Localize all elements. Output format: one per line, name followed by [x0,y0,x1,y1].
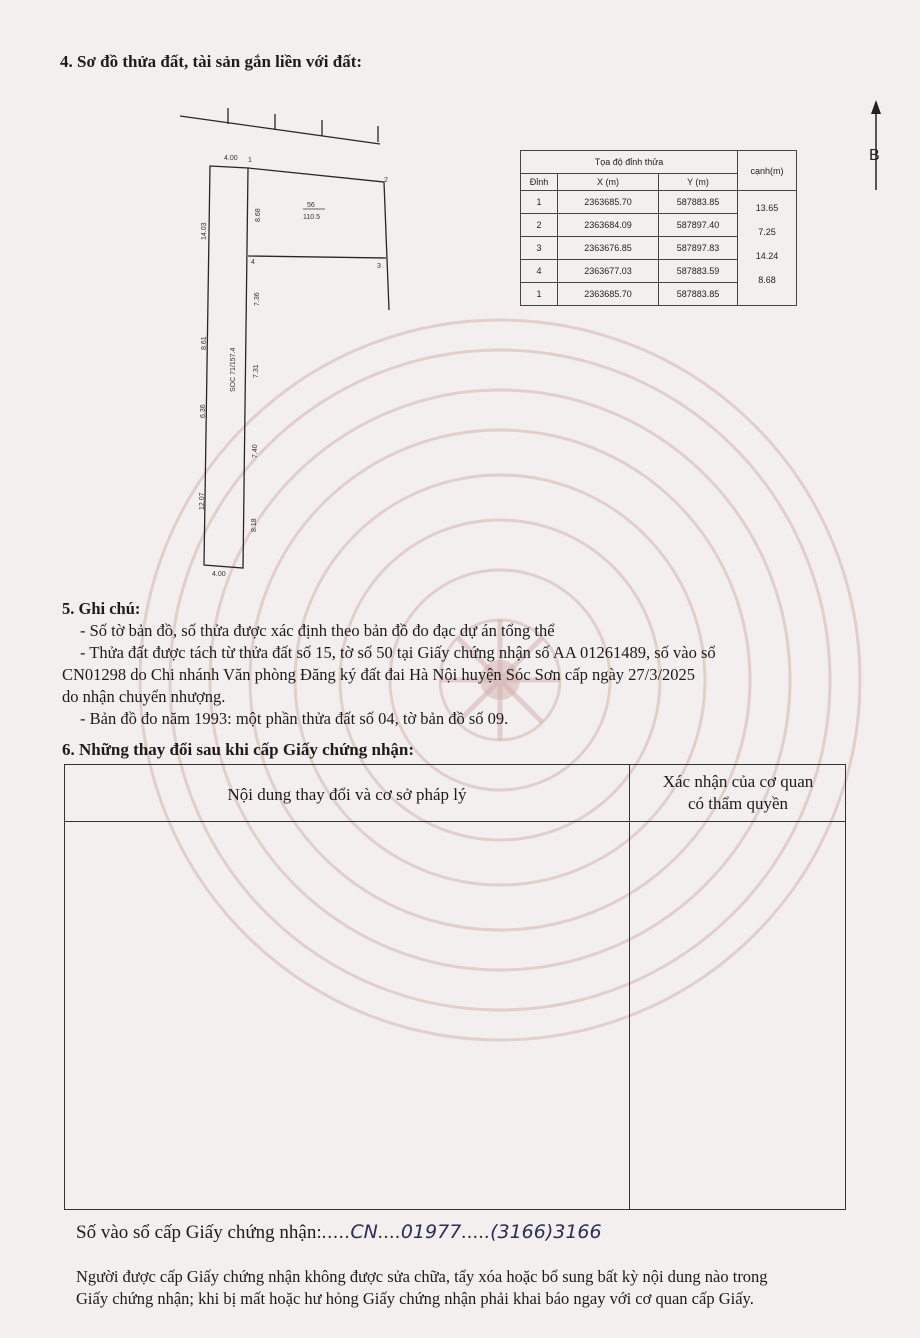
col2-line: có thẩm quyền [687,794,789,813]
dots: ..... [461,1222,491,1243]
registration-label: Số vào sổ cấp Giấy chứng nhận: [76,1222,322,1243]
row-dinh: 3 [521,237,558,260]
section-6-heading: 6. Những thay đổi sau khi cấp Giấy chứng nhận: [62,740,415,759]
dots: ..... [321,1222,351,1243]
edge-length: 8.68 [758,275,776,285]
lot-area-label: 110.5 [303,214,320,221]
coord-table-title: Tọa độ đỉnh thửa [521,151,738,174]
vertex-4-label: 4 [251,259,255,266]
edge-lengths-cell [738,191,797,306]
row-x: 2363685.70 [558,191,659,214]
left-dim-4: 12.07 [199,492,206,510]
left-dim-3: 6.36 [200,404,207,418]
edge-length: 13.65 [755,203,779,213]
north-label: B [869,147,880,164]
footer-warning [76,1266,876,1310]
footer-line: Người được cấp Giấy chứng nhận không được sửa chữa, tẩy xóa hoặc bổ sung bất kỳ nội dung nào trong [76,1267,768,1286]
handwritten-prefix: CN [350,1221,378,1243]
inner-dim-3: 7.31 [253,364,260,378]
inner-dim-1: 8.68 [255,208,262,222]
row-dinh: 4 [521,260,558,283]
row-y: 587897.40 [659,214,738,237]
inner-dim-2: 7.36 [254,292,261,306]
top-width-label: 4.00 [224,155,238,162]
row-y: 587883.85 [659,191,738,214]
coord-col-x: X (m) [558,174,659,191]
inner-dim-4: 7.40 [252,444,259,458]
row-y: 587897.83 [659,237,738,260]
road-label: SOC 71/157.4 [230,347,237,392]
vertex-1-label: 1 [248,157,252,164]
bottom-width-label: 4.00 [212,571,226,578]
left-dim-2: 8.61 [201,336,208,350]
coord-col-canh: cạnh(m) [738,151,797,191]
row-x: 2363684.09 [558,214,659,237]
edge-length: 7.25 [758,227,776,237]
note-line: do nhận chuyển nhượng. [62,687,226,706]
coord-col-dinh: Đỉnh [521,174,558,191]
plot-diagram [160,100,410,590]
registration-number [76,1221,602,1244]
note-line: - Thửa đất được tách từ thửa đất số 15, tờ số 50 tại Giấy chứng nhận số AA 01261489, số vào sổ [80,643,716,662]
vertex-3-label: 3 [377,263,381,270]
row-y: 587883.85 [659,283,738,306]
row-x: 2363677.03 [558,260,659,283]
notes-section [62,598,862,730]
handwritten-suffix: (3166)3166 [490,1221,602,1243]
changes-col-content: Nội dung thay đổi và cơ sở pháp lý [227,785,467,804]
row-x: 2363676.85 [558,237,659,260]
section-5-heading: 5. Ghi chú: [62,599,141,618]
left-dim-1: 14.03 [201,222,208,240]
note-line: - Bản đồ đo năm 1993: một phần thửa đất số 04, tờ bản đồ số 09. [80,709,509,728]
handwritten-number: 01977 [400,1221,462,1243]
section-4-heading: 4. Sơ đồ thửa đất, tài sản gắn liền với đất: [60,52,363,71]
footer-line: Giấy chứng nhận; khi bị mất hoặc hư hỏng Giấy chứng nhận phải khai báo ngay với cơ quan cấp Giấy. [76,1289,754,1308]
dots: .... [377,1222,401,1243]
row-x: 2363685.70 [558,283,659,306]
row-dinh: 1 [521,283,558,306]
row-dinh: 2 [521,214,558,237]
vertex-2-label: 2 [384,177,388,184]
coordinate-table [520,150,797,306]
note-line: - Số tờ bản đồ, số thửa được xác định theo bản đồ đo đạc dự án tổng thể [80,621,555,640]
inner-dim-5: 8.18 [251,518,258,532]
lot-number-label: 56 [307,202,315,209]
table-row [521,191,797,214]
row-y: 587883.59 [659,260,738,283]
changes-table [64,764,846,1210]
note-line: CN01298 do Chi nhánh Văn phòng Đăng ký đất đai Hà Nội huyện Sóc Sơn cấp ngày 27/3/2025 [62,665,696,684]
coord-col-y: Y (m) [659,174,738,191]
changes-col-confirmation [629,771,847,815]
col2-line: Xác nhận của cơ quan [662,772,814,791]
north-arrow-icon [862,100,892,192]
edge-length: 14.24 [755,251,779,261]
row-dinh: 1 [521,191,558,214]
